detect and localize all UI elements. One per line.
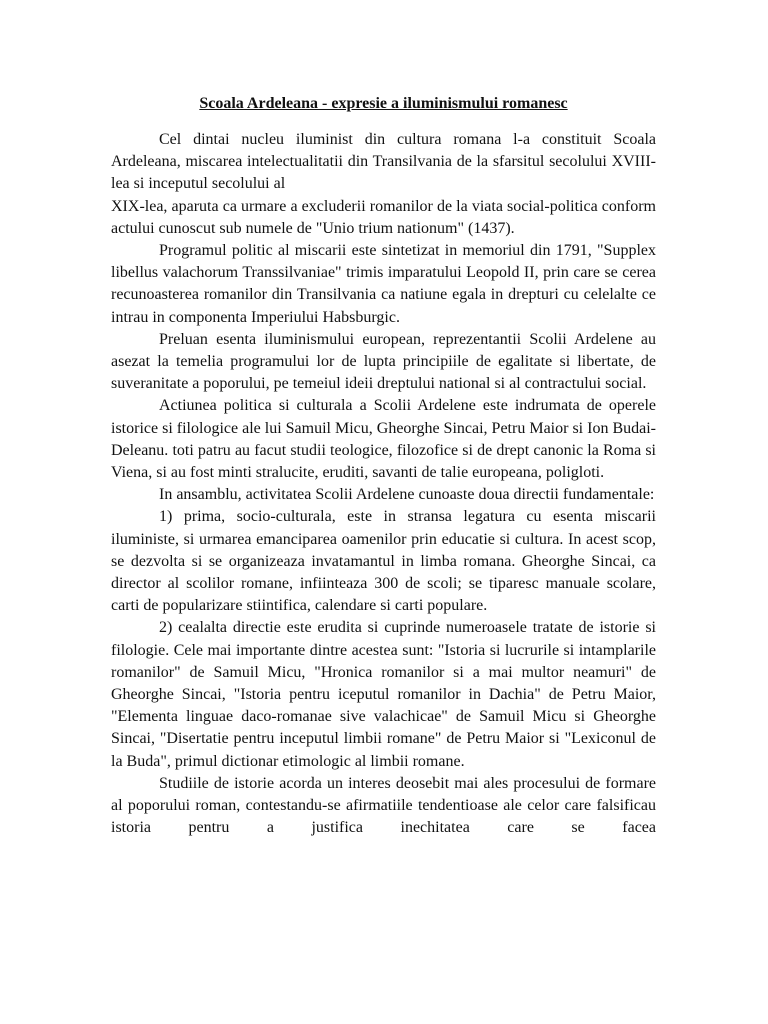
paragraph-history-studies: Studiile de istorie acorda un interes deosebit mai ales procesului de formare al poporului roman, contestandu-se afirmatiile tendentioase ale celor care falsificau istoria pentru a justifica inechitatea care se facea (111, 774, 656, 837)
paragraph-intro: Cel dintai nucleu iluminist din cultura romana l-a constituit Scoala Ardeleana, miscarea intelectualitatii din Transilvania de la sfarsitul secolului XVIII-lea si inceputul secolului al (111, 131, 656, 193)
paragraph-intro-continuation: XIX-lea, aparuta ca urmare a excluderii romanilor de la viata social-politica conform actului cunoscut sub numele de "Unio trium nationum" (1437). (111, 197, 656, 237)
paragraph-directions: In ansamblu, activitatea Scolii Ardelene cunoaste doua directii fundamentale: (159, 486, 655, 504)
paragraph-direction-two: 2) cealalta directie este erudita si cuprinde numeroasele tratate de istorie si filologie. Cele mai importante dintre acestea sunt: "Istoria si lucrurile si intamplarile romanilor" de Samuil Micu, "Hronica romanilor si a mai multor neamuri" de Gheorghe Sincai, "Istoria pentru iceputul romanilor in Dachia" de Petru Maior, "Elementa linguae daco-romanae sive valachicae" de Samuil Micu si Gheorghe Sincai, "Disertatie pentru inceputul limbii romane" de Petru Maior si "Lexiconul de la Buda", primul dictionar etimologic al limbii romane. (111, 619, 656, 770)
paragraph-direction-one: 1) prima, socio-culturala, este in stransa legatura cu esenta miscarii iluministe, si urmarea emanciparea oamenilor prin educatie si cultura. In acest scop, se dezvolta si se organizeaza invatamantul in limba romana. Gheorghe Sincai, ca director al scolilor romane, infiinteaza 300 de scoli; se tiparesc manuale scolare, carti de popularizare stiintifica, calendare si carti populare. (111, 508, 656, 615)
paragraph-enlightenment: Preluan esenta iluminismului european, reprezentantii Scolii Ardelene au asezat la temelia programului lor de lupta principiile de egalitate si libertate, de suveranitate a poporului, pe temeiul ideii dreptului national si al contractului social. (111, 330, 656, 393)
document-title: Scoala Ardeleana - expresie a iluminismului romanesc (199, 95, 568, 112)
document-page (111, 93, 656, 840)
paragraph-political-program: Programul politic al miscarii este sintetizat in memoriul din 1791, "Supplex libellus valachorum Transsilvaniae" trimis imparatului Leopold II, prin care se cerea recunoasterea romanilor din Transilvania ca natiune egala in drepturi cu celelalte ce intrau in componenta Imperiului Habsburgic. (111, 242, 656, 326)
paragraph-political-action: Actiunea politica si culturala a Scolii Ardelene este indrumata de operele istorice si filologice ale lui Samuil Micu, Gheorghe Sincai, Petru Maior si Ion Budai-Deleanu. toti patru au facut studii teologice, filozofice si de drept canonic la Roma si Viena, si au fost minti stralucite, eruditi, savanti de talie europeana, poligloti. (111, 397, 656, 482)
